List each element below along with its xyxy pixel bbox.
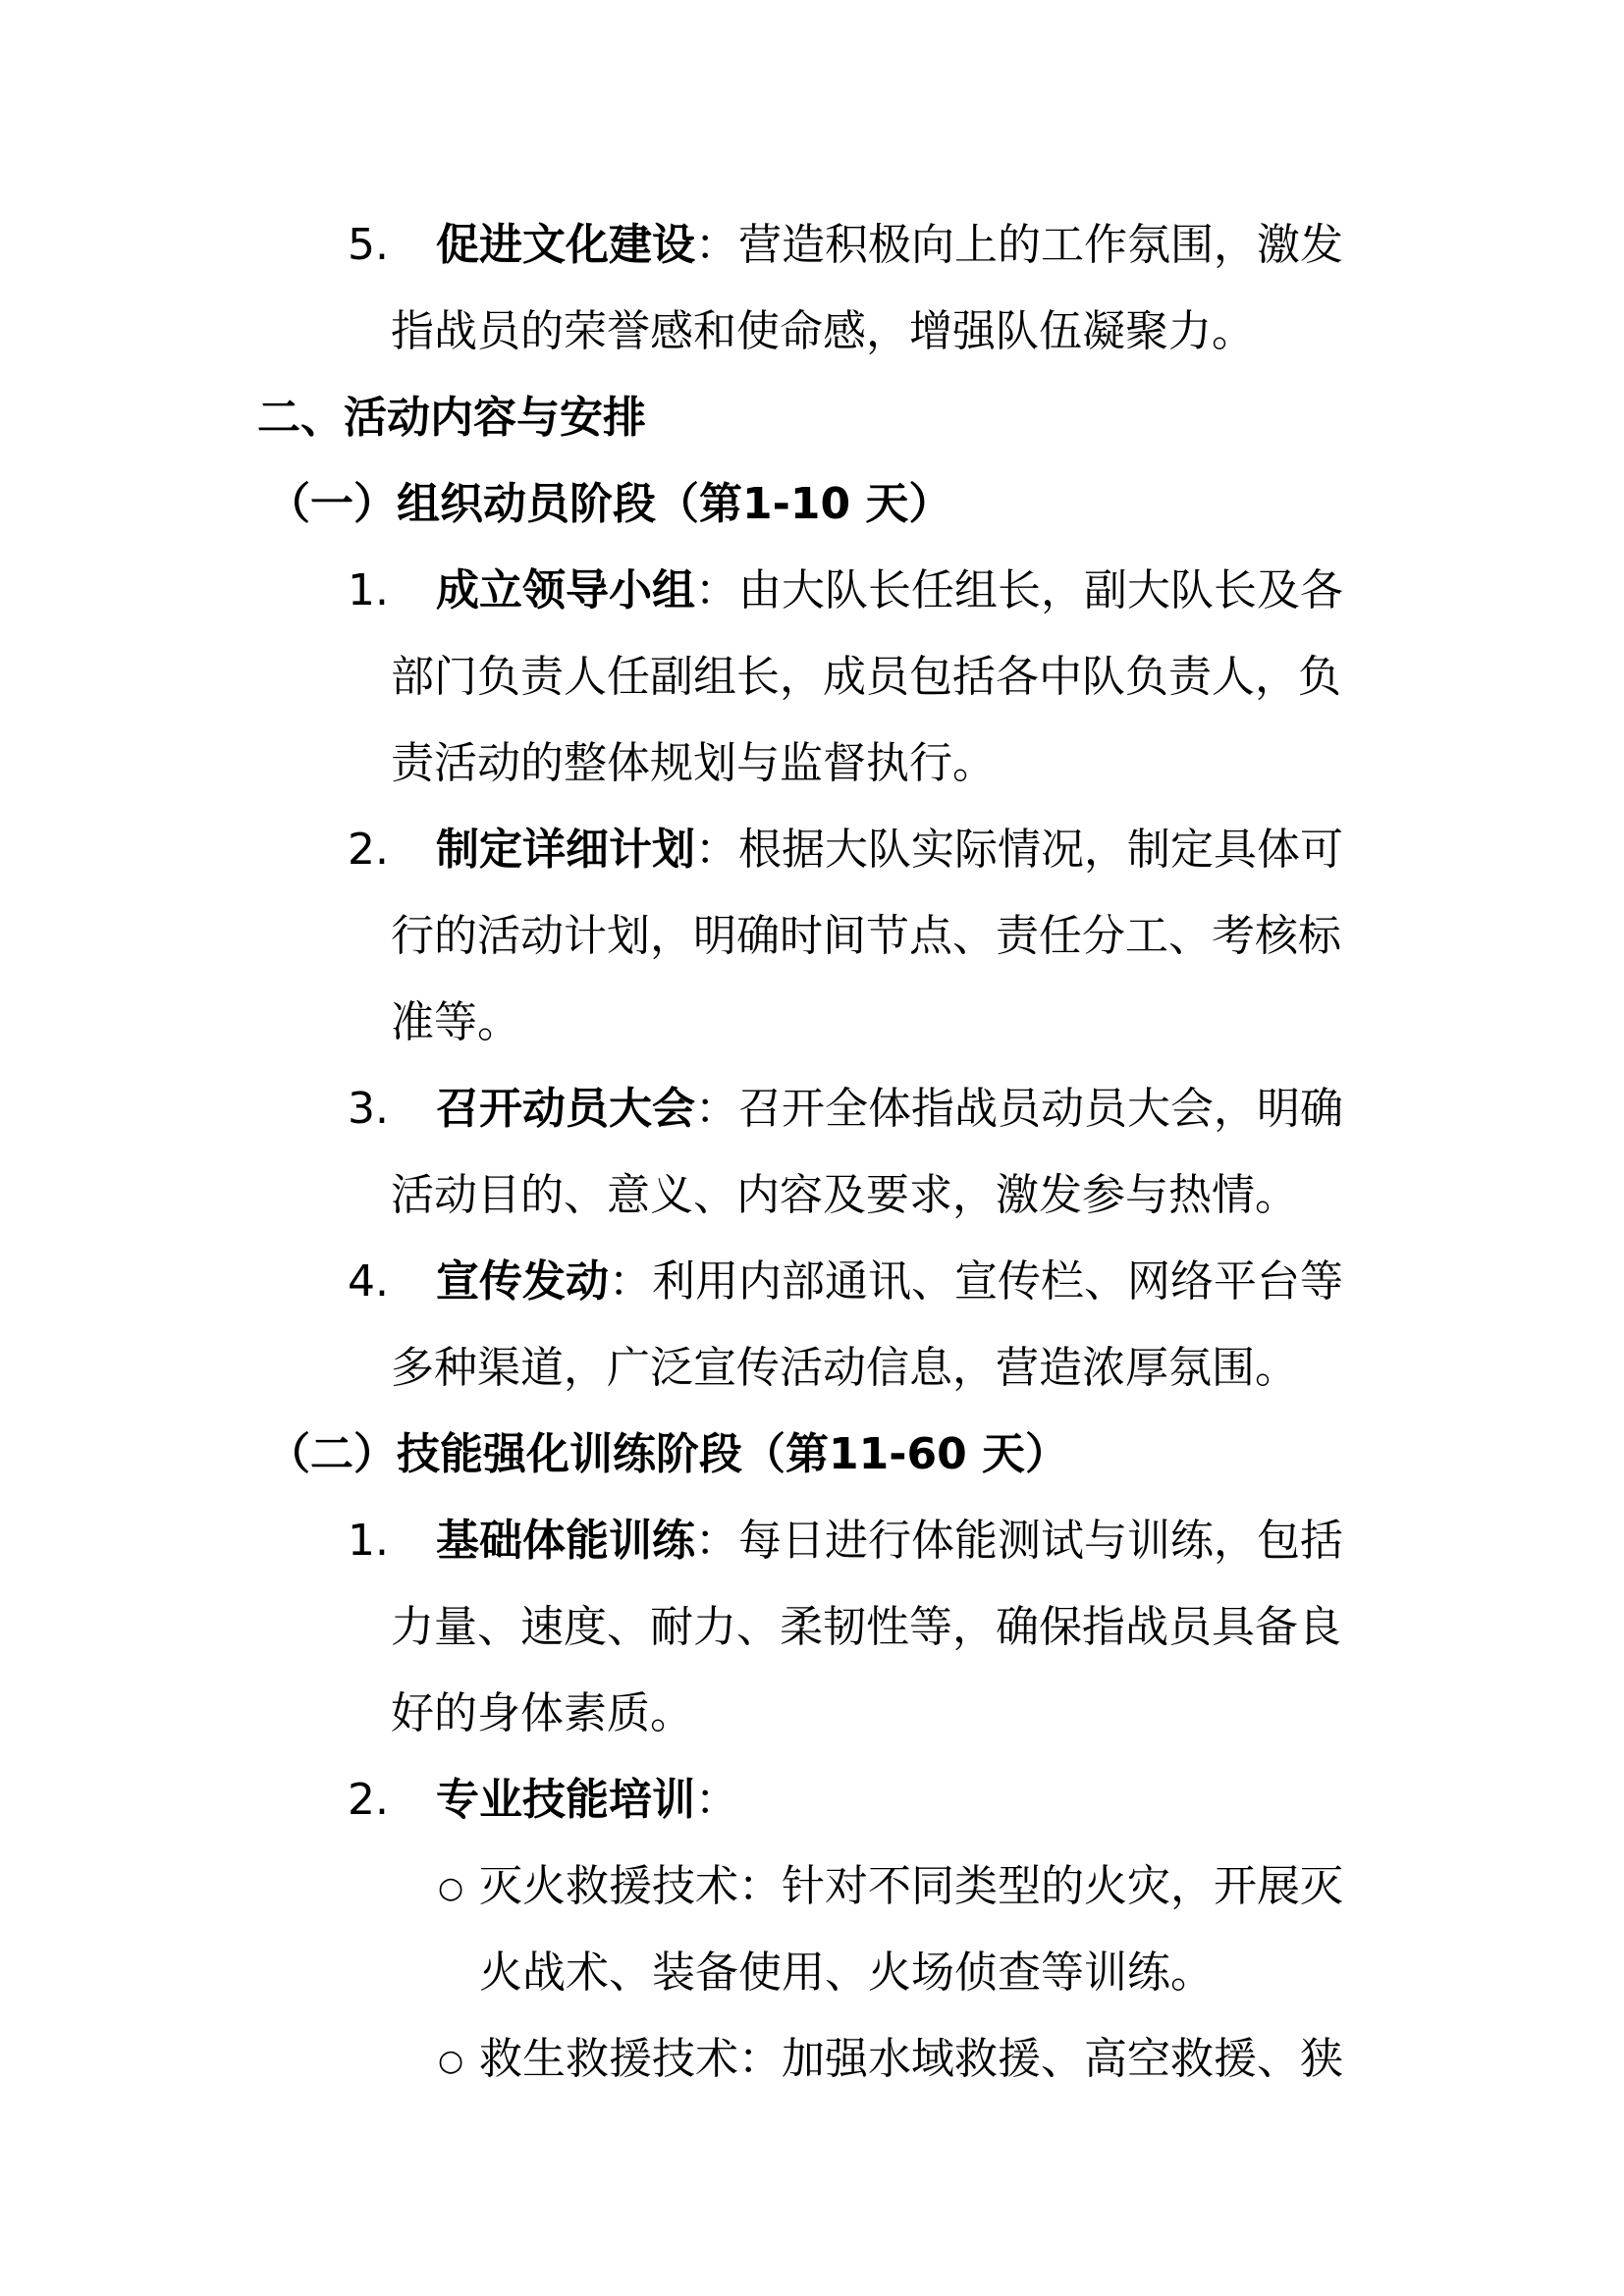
list-item-continuation: 责活动的整体规划与监督执行。 [391, 738, 996, 788]
item-text: 利用内部通讯、宣传栏、网络平台等 [652, 1256, 1343, 1307]
item-text: 召开全体指战员动员大会，明确 [738, 1084, 1343, 1134]
list-number: 1. [348, 1516, 389, 1566]
list-number: 5. [348, 220, 389, 270]
item-separator: ： [695, 565, 738, 615]
item-title: 成立领导小组 [436, 565, 695, 615]
list-item-continuation: 好的身体素质。 [391, 1688, 693, 1738]
item-separator: ： [695, 1516, 738, 1566]
list-item-line [436, 563, 1343, 618]
item-text: 每日进行体能测试与训练，包括 [738, 1516, 1343, 1566]
subsection-heading: （一）组织动员阶段（第1-10 天） [267, 479, 952, 529]
list-number: 2. [348, 1775, 389, 1825]
item-title: 基础体能训练 [436, 1516, 695, 1566]
list-item-continuation: 多种渠道，广泛宣传活动信息，营造浓厚氛围。 [391, 1343, 1298, 1393]
item-title: 制定详细计划 [436, 825, 695, 875]
item-separator: ： [695, 825, 738, 875]
list-number: 1. [348, 565, 389, 615]
list-item-line [436, 823, 1343, 878]
list-item-continuation: 指战员的荣誉感和使命感，增强队伍凝聚力。 [391, 306, 1255, 356]
section-heading: 二、活动内容与安排 [257, 393, 646, 443]
item-separator: ： [695, 1775, 738, 1825]
bullet-marker: ○ [438, 2044, 464, 2078]
list-item-line [436, 218, 1343, 273]
bullet-marker: ○ [438, 1871, 464, 1905]
list-item-continuation: 活动目的、意义、内容及要求，激发参与热情。 [391, 1170, 1298, 1220]
list-item-line [436, 1082, 1343, 1137]
item-text: 根据大队实际情况，制定具体可 [738, 825, 1343, 875]
item-title: 宣传发动 [436, 1256, 609, 1307]
item-title: 专业技能培训 [436, 1775, 695, 1825]
list-number: 2. [348, 825, 389, 875]
item-title: 促进文化建设 [436, 220, 695, 270]
item-title: 召开动员大会 [436, 1084, 695, 1134]
list-item-continuation: 力量、速度、耐力、柔韧性等，确保指战员具备良 [391, 1602, 1341, 1652]
list-item-line [436, 1514, 1343, 1569]
list-item-continuation: 部门负责人任副组长，成员包括各中队负责人，负 [391, 652, 1341, 702]
list-item-line [436, 1773, 738, 1828]
item-separator: ： [695, 1084, 738, 1134]
bullet-item-continuation: 火战术、装备使用、火场侦查等训练。 [479, 1948, 1214, 1998]
list-item-continuation: 行的活动计划，明确时间节点、责任分工、考核标 [391, 911, 1341, 961]
subsection-heading: （二）技能强化训练阶段（第11-60 天） [267, 1429, 1069, 1479]
item-separator: ： [695, 220, 738, 270]
item-text: 营造积极向上的工作氛围，激发 [738, 220, 1343, 270]
list-item-line [436, 1255, 1343, 1309]
item-separator: ： [609, 1256, 652, 1307]
list-item-continuation: 准等。 [391, 997, 520, 1047]
bullet-item-line: 救生救援技术：加强水域救援、高空救援、狭 [479, 2034, 1343, 2084]
item-text: 由大队长任组长，副大队长及各 [738, 565, 1343, 615]
bullet-item-line: 灭火救援技术：针对不同类型的火灾，开展灭 [479, 1861, 1343, 1911]
list-number: 3. [348, 1084, 389, 1134]
list-number: 4. [348, 1256, 389, 1307]
